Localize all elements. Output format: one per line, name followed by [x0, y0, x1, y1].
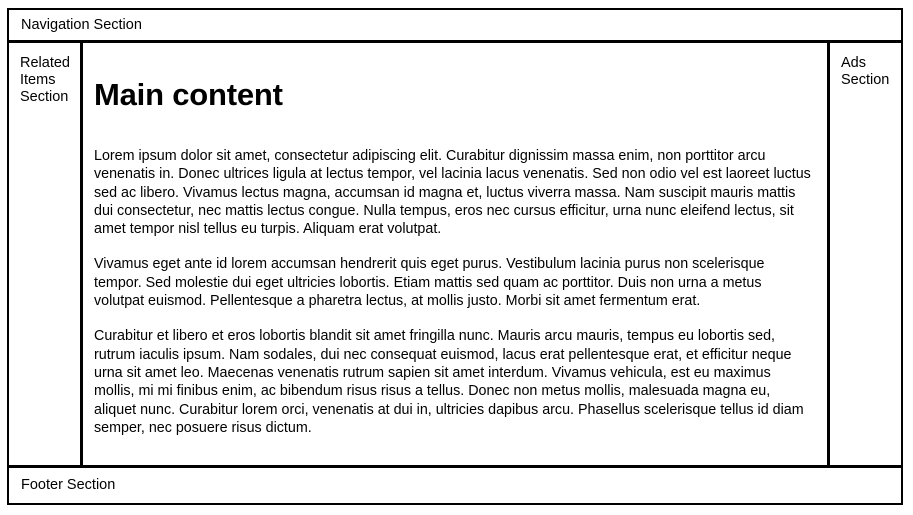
footer-section	[9, 465, 901, 503]
main-content-paragraph: Lorem ipsum dolor sit amet, consectetur adipiscing elit. Curabitur dignissim massa enim, non porttitor arcu venenatis in. Donec ultrices ligula at lectus tempor, vel lacinia lacus venenatis. Sed non odio vel est laoreet luctus sed ac libero. Vivamus lectus magna, accumsan id magna et, luctus viverra massa. Nam suscipit mauris mattis dui consectetur, nec mattis lectus congue. Nulla tempus, eros nec cursus efficitur, urna nunc eleifend lectus, sit amet tempor nisl tellus eu turpis. Aliquam erat volutpat.	[94, 148, 811, 238]
related-items-section	[9, 43, 83, 465]
footer-section-label: Footer Section	[21, 477, 116, 493]
main-content-section	[83, 43, 830, 465]
main-content-heading: Main content	[94, 77, 283, 112]
ads-section	[830, 43, 901, 465]
related-items-section-label: Related Items Section	[20, 55, 70, 105]
main-content-paragraph: Curabitur et libero et eros lobortis blandit sit amet fringilla nunc. Mauris arcu mauris, tempus eu lobortis sed, rutrum iaculis ipsum. Nam sodales, dui nec consequat euismod, lacus erat pellentesque erat, et efficitur neque urna sit amet leo. Maecenas venenatis rutrum sapien sit amet interdum. Vivamus vehicula, est eu maximus mollis, mi mi finibus enim, ac bibendum risus risus a tellus. Donec non metus mollis, malesuada magna eu, aliquet nunc. Curabitur lorem orci, venenatis at dui in, ultricies dapibus arcu. Phasellus scelerisque tellus id diam semper, nec posuere risus dictum.	[94, 328, 804, 436]
page-layout-container	[7, 8, 903, 505]
ads-section-label: Ads Section	[841, 55, 890, 88]
main-content-paragraph: Vivamus eget ante id lorem accumsan hendrerit quis eget purus. Vestibulum lacinia purus non scelerisque tempor. Sed molestie dui eget ultricies lobortis. Etiam mattis sed quam ac porttitor. Duis non urna a metus volutpat euismod. Pellentesque a pharetra lectus, at mollis justo. Morbi sit amet fermentum erat.	[94, 256, 765, 310]
navigation-section-label: Navigation Section	[21, 16, 142, 33]
content-row	[9, 43, 901, 465]
navigation-section	[9, 10, 901, 43]
